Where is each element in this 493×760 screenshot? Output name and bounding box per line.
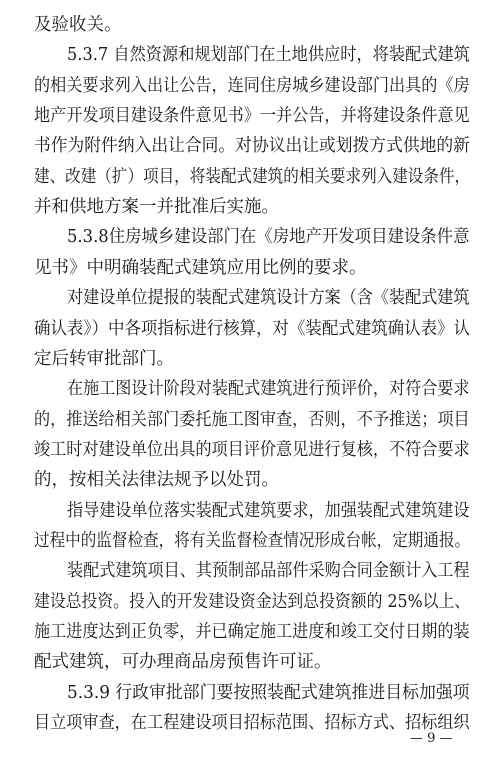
text-line: 施工进度达到正负零，并已确定施工进度和竣工交付日期的装: [34, 622, 470, 642]
text-line: 建、改建（扩）项目，将装配式建筑的相关要求列入建设条件，: [34, 166, 471, 187]
text-line: 指导建设单位落实装配式建筑要求，加强装配式建筑建设: [67, 500, 470, 521]
text-line: 过程中的监督检查，将有关监督检查情况形成台帐，定期通报。: [34, 530, 471, 551]
text-line: 地产开发项目建设条件意见书》一并公告，并将建设条件意见: [34, 106, 470, 126]
text-line: 的，推送给相关部门委托施工图审查，否则，不予推送；项目: [34, 409, 470, 430]
text-line: 确认表》）中各项指标进行核算，对《装配式建筑确认表》认: [34, 318, 470, 339]
text-line: 5.3.8住房城乡建设部门在《房地产开发项目建设条件意: [67, 227, 470, 248]
text-line: 书作为附件纳入出让合同。对协议出让或划拨方式供地的新: [34, 136, 470, 157]
text-line: 定后转审批部门。: [34, 348, 174, 369]
text-line: 对建设单位提报的装配式建筑设计方案（含《装配式建筑: [67, 288, 470, 309]
text-line: 5.3.9 行政审批部门要按照装配式建筑推进目标加强项: [67, 682, 470, 703]
text-line: 并和供地方案一并批准后实施。: [34, 197, 279, 218]
text-line: 见书》中明确装配式建筑应用比例的要求。: [34, 257, 367, 278]
page-number: — 9 —: [410, 731, 453, 746]
text-line: 配式建筑，可办理商品房预售许可证。: [34, 652, 332, 673]
text-line: 在施工图设计阶段对装配式建筑进行预评价，对符合要求: [67, 379, 470, 400]
text-line: 及验收关。: [34, 15, 122, 35]
text-line: 目立项审查，在工程建设项目招标范围、招标方式、招标组织: [34, 713, 470, 733]
text-line: 竣工时对建设单位出具的项目评价意见进行复核，不符合要求: [34, 439, 470, 460]
text-line: 5.3.7 自然资源和规划部门在土地供应时，将装配式建筑: [67, 45, 470, 66]
text-line: 的，按相关法律法规予以处罚。: [34, 470, 279, 491]
text-line: 装配式建筑项目、其预制部品部件采购合同金额计入工程: [67, 561, 470, 582]
text-line: 建设总投资。投入的开发建设资金达到总投资额的 25%以上、: [34, 591, 471, 612]
text-line: 的相关要求列入出让公告，连同住房城乡建设部门出具的《房: [34, 75, 470, 96]
